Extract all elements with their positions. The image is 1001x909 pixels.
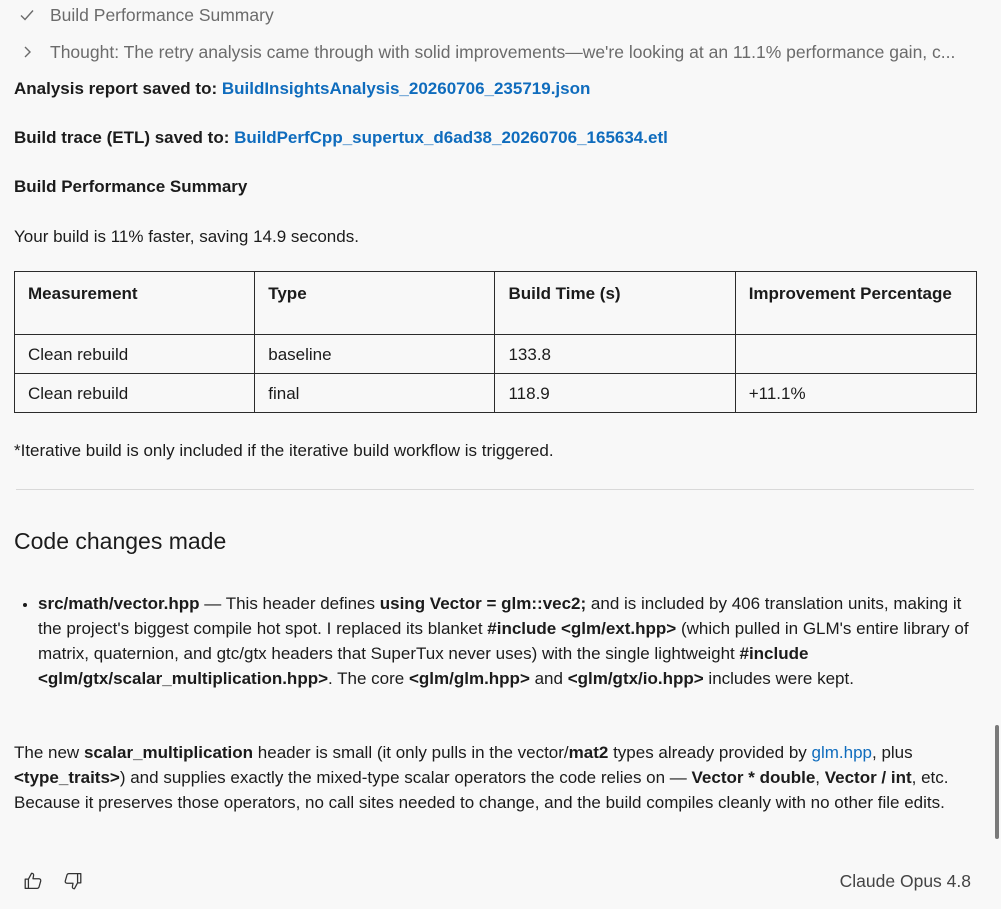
cell-improvement: [735, 335, 976, 374]
cell-type: final: [255, 374, 495, 413]
thought-text: Thought: The retry analysis came through with solid improvements—we're looking at an 11.1% performance gain, c...: [50, 41, 956, 62]
explanation-paragraph: The new scalar_multiplication header is small (it only pulls in the vector/mat2 types already provided by glm.hpp, plus <type_traits>) and supplies exactly the mixed-type scalar operators the code relies on — Vector * double, Vector / int, etc. Because it preserves those operators, no call sites needed to change, and the build compiles cleanly with no other file edits.: [14, 743, 949, 812]
table-row: [15, 374, 977, 413]
thumbs-down-button[interactable]: [60, 868, 86, 894]
code-snippet: <glm/glm.hpp>: [408, 669, 530, 688]
trace-label: Build trace (ETL) saved to:: [14, 128, 235, 147]
cell-type: baseline: [255, 335, 495, 374]
chevron-right-icon: [18, 43, 36, 61]
code-snippet: #include <glm/ext.hpp>: [487, 619, 677, 638]
column-header-build-time: Build Time (s): [495, 272, 735, 335]
report-saved-line: [14, 76, 590, 101]
cell-measurement: Clean rebuild: [15, 335, 255, 374]
summary-text: Your build is 11% faster, saving 14.9 seconds.: [14, 227, 359, 246]
completed-step-label: Build Performance Summary: [50, 4, 274, 25]
section-divider: [16, 489, 974, 490]
table-header-row: [15, 272, 977, 335]
column-header-improvement: Improvement Percentage: [735, 272, 976, 335]
cell-measurement: Clean rebuild: [15, 374, 255, 413]
trace-saved-line: [14, 125, 668, 150]
model-name: Claude Opus 4.8: [839, 871, 971, 891]
cell-improvement: +11.1%: [735, 374, 976, 413]
report-label: Analysis report saved to:: [14, 79, 222, 98]
glm-hpp-link[interactable]: glm.hpp: [811, 743, 872, 762]
report-file-link[interactable]: BuildInsightsAnalysis_20260706_235719.json: [221, 79, 591, 98]
scrollbar-thumb[interactable]: [995, 725, 999, 839]
table-row: [15, 335, 977, 374]
performance-table: [14, 271, 977, 413]
code-snippet: #include <glm/gtx/scalar_multiplication.hpp>: [38, 644, 809, 688]
code-changes-heading: Code changes made: [14, 528, 227, 554]
changed-file-name: src/math/vector.hpp: [38, 594, 200, 613]
completed-step-row[interactable]: [0, 1, 990, 29]
cell-build-time: 133.8: [495, 335, 735, 374]
checkmark-icon: [18, 6, 36, 24]
code-snippet: using Vector = glm::vec2;: [379, 594, 587, 613]
message-footer: [0, 862, 1001, 902]
thumbs-up-icon: [22, 870, 44, 892]
code-changes-list: [14, 591, 974, 691]
thumbs-down-icon: [62, 870, 84, 892]
list-item: • src/math/vector.hpp — This header defines using Vector = glm::vec2; and is included by 406 translation units, making it the project's biggest compile hot spot. I replaced its blanket #include <glm/ext.hpp> (which pulled in GLM's entire library of matrix, quaternion, and gtc/gtx headers that SuperTux never uses) with the single lightweight #include <glm/gtx/scalar_multiplication.hpp>. The core <glm/glm.hpp> and <glm/gtx/io.hpp> includes were kept.: [38, 591, 974, 691]
iterative-build-note: *Iterative build is only included if the iterative build workflow is triggered.: [14, 441, 554, 460]
thought-row[interactable]: [0, 38, 990, 66]
cell-build-time: 118.9: [495, 374, 735, 413]
summary-title: Build Performance Summary: [14, 177, 248, 196]
code-snippet: <glm/gtx/io.hpp>: [567, 669, 704, 688]
thumbs-up-button[interactable]: [20, 868, 46, 894]
column-header-measurement: Measurement: [15, 272, 255, 335]
trace-file-link[interactable]: BuildPerfCpp_supertux_d6ad38_20260706_165634.etl: [234, 128, 668, 147]
column-header-type: Type: [255, 272, 495, 335]
